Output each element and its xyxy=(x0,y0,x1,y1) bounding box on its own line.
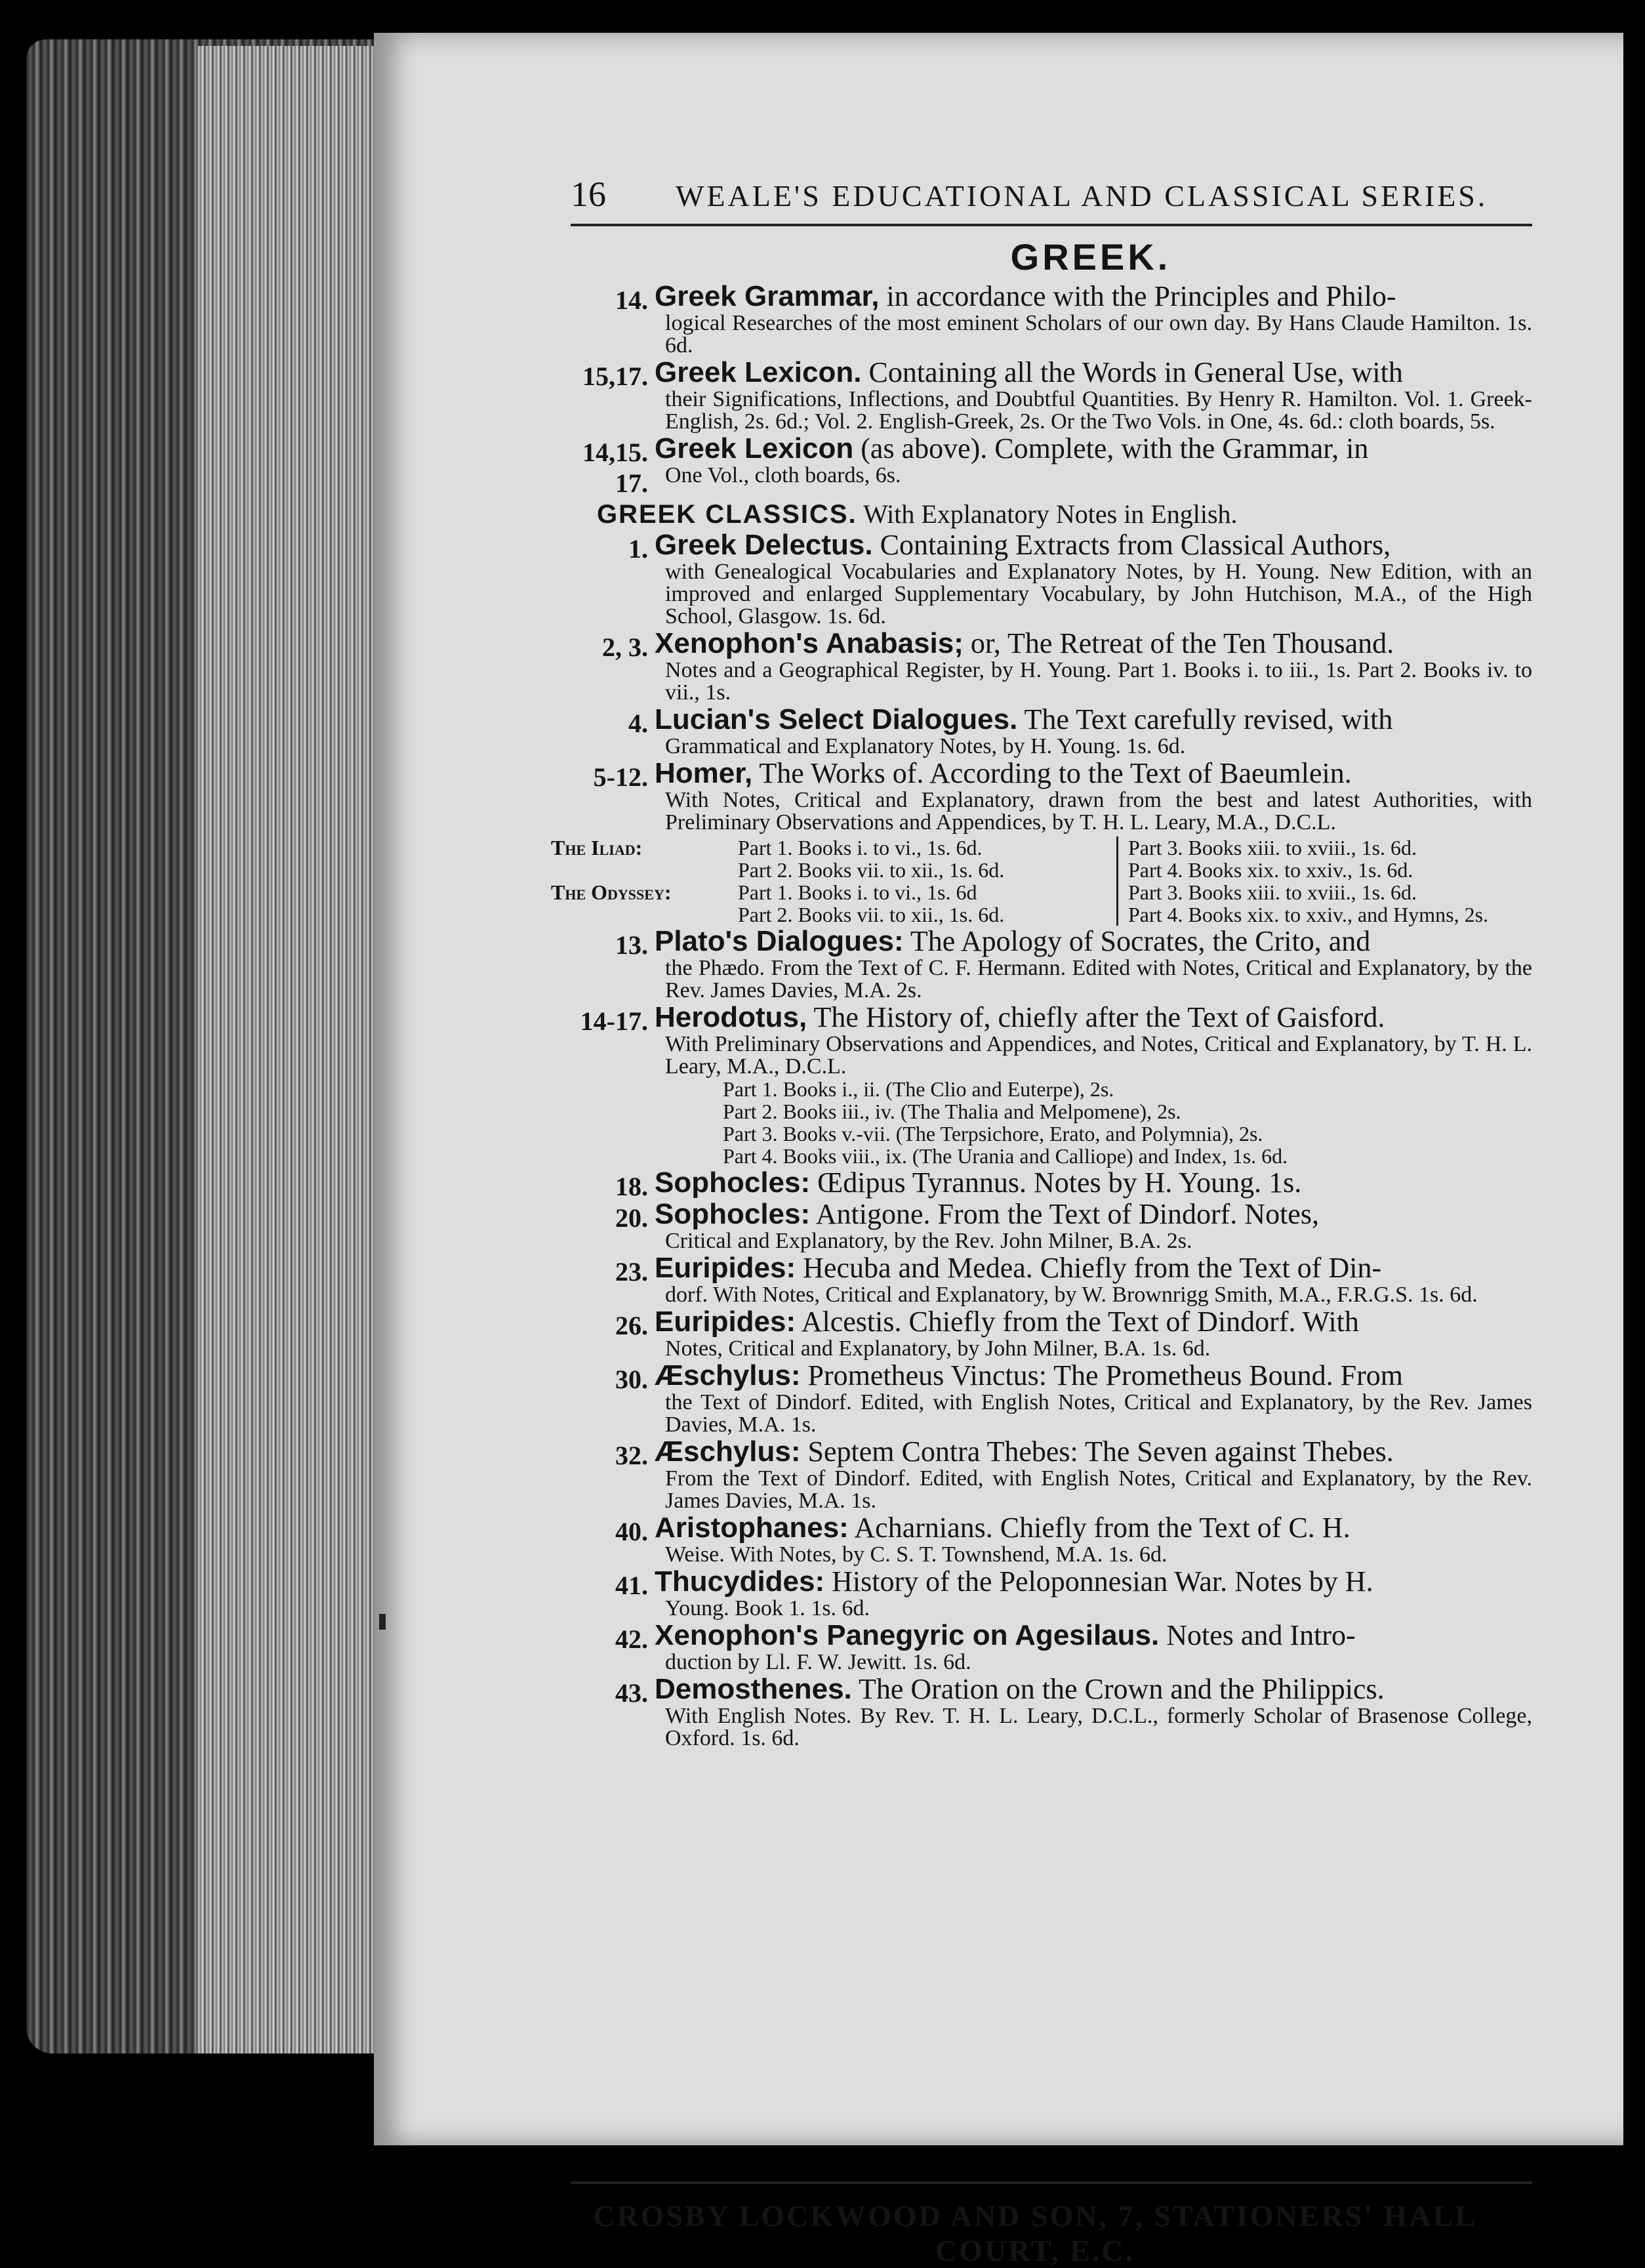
entry-title: Thucydides: xyxy=(655,1565,825,1598)
entry-title: Euripides: xyxy=(655,1306,796,1338)
entry-heading xyxy=(655,281,1532,312)
herodotus-part: Part 4. Books viii., ix. (The Urania and Calliope) and Index, 1s. 6d. xyxy=(723,1144,1288,1168)
catalogue-entry xyxy=(571,704,1532,758)
catalogue-entry xyxy=(571,1566,1532,1620)
entry-number: 2, 3. xyxy=(602,632,648,662)
entry-lead: Antigone. From the Text of Dindorf. Notes, xyxy=(810,1198,1319,1230)
entry-heading xyxy=(655,357,1532,388)
entry-lead: The Oration on the Crown and the Philippics. xyxy=(851,1673,1385,1705)
entry-number: 15,17. xyxy=(582,361,648,391)
part-left: Part 2. Books vii. to xii., 1s. 6d. xyxy=(738,903,1005,926)
section-title: GREEK. xyxy=(1010,236,1171,278)
entry-description: Grammatical and Explanatory Notes, by H. Young. 1s. 6d. xyxy=(665,734,1186,758)
entry-lead: The History of, chiefly after the Text of Gaisford. xyxy=(807,1001,1385,1033)
part-right: Part 4. Books xix. to xxiv., and Hymns, 2s. xyxy=(1128,903,1489,926)
catalogue-entry xyxy=(571,1167,1532,1199)
catalogue-entry xyxy=(571,281,1532,357)
subsection-title: GREEK CLASSICS. xyxy=(597,500,857,529)
part-left: Part 1. Books i. to vi., 1s. 6d xyxy=(738,880,977,904)
entry-number: 23. xyxy=(615,1257,648,1287)
catalogue-entry xyxy=(571,357,1532,433)
entry-title: Greek Delectus. xyxy=(655,529,873,561)
entry-description: Critical and Explanatory, by the Rev. John Milner, B.A. 2s. xyxy=(665,1229,1192,1253)
entry-number: 13. xyxy=(615,930,648,960)
entry-lead: Prometheus Vinctus: The Prometheus Bound. From xyxy=(800,1359,1403,1392)
entry-lead: Hecuba and Medea. Chiefly from the Text of Din- xyxy=(796,1252,1382,1284)
entry-lead: in accordance with the Principles and Philo- xyxy=(879,280,1396,312)
entry-heading xyxy=(655,628,1532,659)
catalogue-entry xyxy=(571,1674,1532,1750)
entry-title: Lucian's Select Dialogues. xyxy=(655,703,1018,735)
catalogue-entry xyxy=(571,1306,1532,1360)
catalogue-entry xyxy=(571,1360,1532,1436)
entry-heading xyxy=(655,1306,1532,1338)
entries-top xyxy=(571,280,1532,498)
entry-number: 14-17. xyxy=(580,1006,648,1036)
book-page-edges-inner xyxy=(197,46,394,2053)
part-group-label xyxy=(551,903,738,926)
entry-number: 26. xyxy=(615,1311,648,1340)
entry-heading xyxy=(655,1620,1532,1651)
entry-heading xyxy=(655,1436,1532,1468)
entry-description: Young. Book 1. 1s. 6d. xyxy=(665,1596,870,1620)
catalogue-entry xyxy=(571,1620,1532,1674)
entry-title: Sophocles: xyxy=(655,1166,811,1199)
page-content xyxy=(551,174,1532,2267)
entry-title: Xenophon's Anabasis; xyxy=(655,627,964,659)
entry-title: Greek Lexicon. xyxy=(655,356,862,388)
entry-description: the Phædo. From the Text of C. F. Hermann. Edited with Notes, Critical and Explanatory, by the Rev. James Davies, M.A. 2s. xyxy=(665,956,1532,1002)
entry-lead: Septem Contra Thebes: The Seven against Thebes. xyxy=(800,1435,1394,1468)
entry-title: Plato's Dialogues: xyxy=(655,925,904,957)
entry-heading xyxy=(655,1167,1532,1199)
herodotus-part: Part 1. Books i., ii. (The Clio and Euterpe), 2s. xyxy=(723,1077,1114,1101)
entry-number: 18. xyxy=(615,1172,648,1201)
entry-title: Herodotus, xyxy=(655,1001,807,1033)
entry-number: 14. xyxy=(615,285,648,315)
catalogue-entry xyxy=(571,758,1532,834)
entry-lead: The Text carefully revised, with xyxy=(1017,703,1393,735)
entry-title: Sophocles: xyxy=(655,1198,811,1230)
entry-number: 4. xyxy=(628,709,648,738)
entry-description: with Genealogical Vocabularies and Explanatory Notes, by H. Young. New Edition, with an improved and enlarged Supplementary Vocabulary, by John Hutchison, M.A., of the High School, Glasgow. 1s. 6d. xyxy=(665,560,1532,629)
series-title: WEALE'S EDUCATIONAL AND CLASSICAL SERIES. xyxy=(676,179,1488,213)
entry-lead: The Apology of Socrates, the Crito, and xyxy=(903,925,1371,957)
entry-title: Euripides: xyxy=(655,1252,796,1284)
entry-heading xyxy=(655,1512,1532,1544)
entry-title: Greek Lexicon xyxy=(655,432,854,464)
entry-lead: Acharnians. Chiefly from the Text of C. H. xyxy=(848,1512,1351,1544)
entries-bottom xyxy=(571,1167,1532,1750)
entry-heading xyxy=(655,1566,1532,1598)
entry-heading xyxy=(655,529,1532,561)
column-divider xyxy=(1116,903,1120,926)
subsection-heading xyxy=(571,499,1532,529)
entry-lead: Notes and Intro- xyxy=(1159,1619,1356,1651)
subsection-note: With Explanatory Notes in English. xyxy=(863,499,1238,529)
entry-lead: Œdipus Tyrannus. Notes by H. Young. 1s. xyxy=(810,1166,1302,1199)
entry-lead: Containing all the Words in General Use, with xyxy=(861,356,1403,388)
entry-title: Greek Grammar, xyxy=(655,280,880,312)
homer-parts-table xyxy=(551,836,1532,926)
entry-title: Æschylus: xyxy=(655,1359,801,1392)
entry-title: Aristophanes: xyxy=(655,1512,849,1544)
entry-description: Weise. With Notes, by C. S. T. Townshend, M.A. 1s. 6d. xyxy=(665,1542,1168,1567)
entry-heading xyxy=(655,758,1532,789)
part-right: Part 3. Books xiii. to xviii., 1s. 6d. xyxy=(1128,880,1417,904)
entry-title: Demosthenes. xyxy=(655,1673,852,1705)
entry-number: 41. xyxy=(615,1571,648,1600)
footer-rule xyxy=(571,2181,1532,2184)
catalogue-entry xyxy=(571,1199,1532,1252)
catalogue-entry xyxy=(571,1512,1532,1566)
entry-description: logical Researches of the most eminent Scholars of our own day. By Hans Claude Hamilton. 1s. 6d. xyxy=(665,311,1532,358)
catalogue-entry xyxy=(571,1252,1532,1306)
part-left: Part 1. Books i. to vi., 1s. 6d. xyxy=(738,836,983,859)
entry-number: 1. xyxy=(628,534,648,564)
entry-title: Xenophon's Panegyric on Agesilaus. xyxy=(655,1619,1160,1651)
header-rule xyxy=(571,224,1532,226)
entry-heading xyxy=(655,1199,1532,1230)
entry-heading xyxy=(655,433,1532,464)
entry-number: 42. xyxy=(615,1624,648,1654)
entry-lead: History of the Peloponnesian War. Notes by H. xyxy=(824,1565,1373,1598)
part-group-label: The Iliad: xyxy=(551,836,643,859)
catalogue-entry xyxy=(571,926,1532,1002)
entry-title: Æschylus: xyxy=(655,1435,801,1468)
entries-mid xyxy=(571,529,1532,834)
entry-number: 32. xyxy=(615,1441,648,1470)
herodotus-part: Part 2. Books iii., iv. (The Thalia and Melpomene), 2s. xyxy=(723,1100,1181,1123)
entry-description: With English Notes. By Rev. T. H. L. Leary, D.C.L., formerly Scholar of Brasenose College, Oxford. 1s. 6d. xyxy=(665,1704,1532,1750)
entry-heading xyxy=(655,1002,1532,1033)
running-head xyxy=(571,174,1532,215)
column-divider xyxy=(1116,881,1120,903)
entry-description: With Preliminary Observations and Appendices, and Notes, Critical and Explanatory, by T. H. L. Leary, M.A., D.C.L. xyxy=(665,1032,1532,1079)
entry-number: 40. xyxy=(615,1517,648,1546)
catalogue-entry xyxy=(571,628,1532,704)
margin-mark xyxy=(379,1614,386,1630)
entry-description: Notes, Critical and Explanatory, by John Milner, B.A. 1s. 6d. xyxy=(665,1336,1211,1361)
entry-heading xyxy=(655,926,1532,957)
entry-title: Homer, xyxy=(655,757,753,789)
entry-heading xyxy=(655,1674,1532,1705)
part-left: Part 2. Books vii. to xii., 1s. 6d. xyxy=(738,858,1005,882)
entry-number: 20. xyxy=(615,1203,648,1233)
entry-description: the Text of Dindorf. Edited, with English Notes, Critical and Explanatory, by the Rev. James Davies, M.A. 1s. xyxy=(665,1390,1532,1437)
entry-heading xyxy=(655,1252,1532,1284)
entry-number: 14,15. 17. xyxy=(582,438,648,498)
part-group-label xyxy=(551,859,738,881)
entry-number: 30. xyxy=(615,1365,648,1394)
entry-lead: or, The Retreat of the Ten Thousand. xyxy=(963,627,1394,659)
entry-description: dorf. With Notes, Critical and Explanatory, by W. Brownrigg Smith, M.A., F.R.G.S. 1s. 6d. xyxy=(665,1283,1478,1307)
entry-lead: (as above). Complete, with the Grammar, in xyxy=(853,432,1369,464)
entry-number: 43. xyxy=(615,1678,648,1708)
entry-description: One Vol., cloth boards, 6s. xyxy=(665,463,901,487)
entry-description: their Significations, Inflections, and Doubtful Quantities. By Henry R. Hamilton. Vol. 1. Greek-English, 2s. 6d.; Vol. 2. English-Greek, 2s. Or the Two Vols. in One, 4s. 6d.: cloth boards, 5s. xyxy=(665,387,1532,434)
entry-description: From the Text of Dindorf. Edited, with English Notes, Critical and Explanatory, by the Rev. James Davies, M.A. 1s. xyxy=(665,1466,1532,1513)
column-divider xyxy=(1116,836,1120,859)
entry-lead: The Works of. According to the Text of Baeumlein. xyxy=(752,757,1352,789)
page-footer xyxy=(571,2172,1532,2268)
entry-lead: Alcestis. Chiefly from the Text of Dindorf. With xyxy=(796,1306,1359,1338)
column-divider xyxy=(1116,859,1120,881)
herodotus-part: Part 3. Books v.-vii. (The Terpsichore, Erato, and Polymnia), 2s. xyxy=(723,1122,1263,1145)
page-number: 16 xyxy=(571,175,606,214)
part-right: Part 3. Books xiii. to xviii., 1s. 6d. xyxy=(1128,836,1417,859)
catalogue-entry xyxy=(571,1002,1532,1078)
part-group-label: The Odyssey: xyxy=(551,880,672,904)
entry-heading xyxy=(655,704,1532,735)
catalogue-entry xyxy=(571,1436,1532,1512)
entries-plato-herodotus xyxy=(571,926,1532,1078)
catalogue-entry xyxy=(571,432,1532,498)
entry-description: With Notes, Critical and Explanatory, drawn from the best and latest Authorities, with Preliminary Observations and Appendices, by T. H. L. Leary, M.A., D.C.L. xyxy=(665,788,1532,835)
entry-number: 5-12. xyxy=(593,762,648,792)
entry-description: Notes and a Geographical Register, by H. Young. Part 1. Books i. to iii., 1s. Part 2. Books iv. to vii., 1s. xyxy=(665,658,1532,705)
book-page xyxy=(374,33,1623,2267)
publisher-imprint: CROSBY LOCKWOOD AND SON, 7, STATIONERS' HALL COURT, E.C. xyxy=(593,2199,1477,2267)
entry-description: duction by Ll. F. W. Jewitt. 1s. 6d. xyxy=(665,1650,971,1674)
catalogue-entry xyxy=(571,529,1532,628)
part-right: Part 4. Books xix. to xxiv., 1s. 6d. xyxy=(1128,858,1413,882)
entry-heading xyxy=(655,1360,1532,1392)
herodotus-parts-list xyxy=(571,1078,1532,1167)
entry-lead: Containing Extracts from Classical Authors, xyxy=(872,529,1391,561)
